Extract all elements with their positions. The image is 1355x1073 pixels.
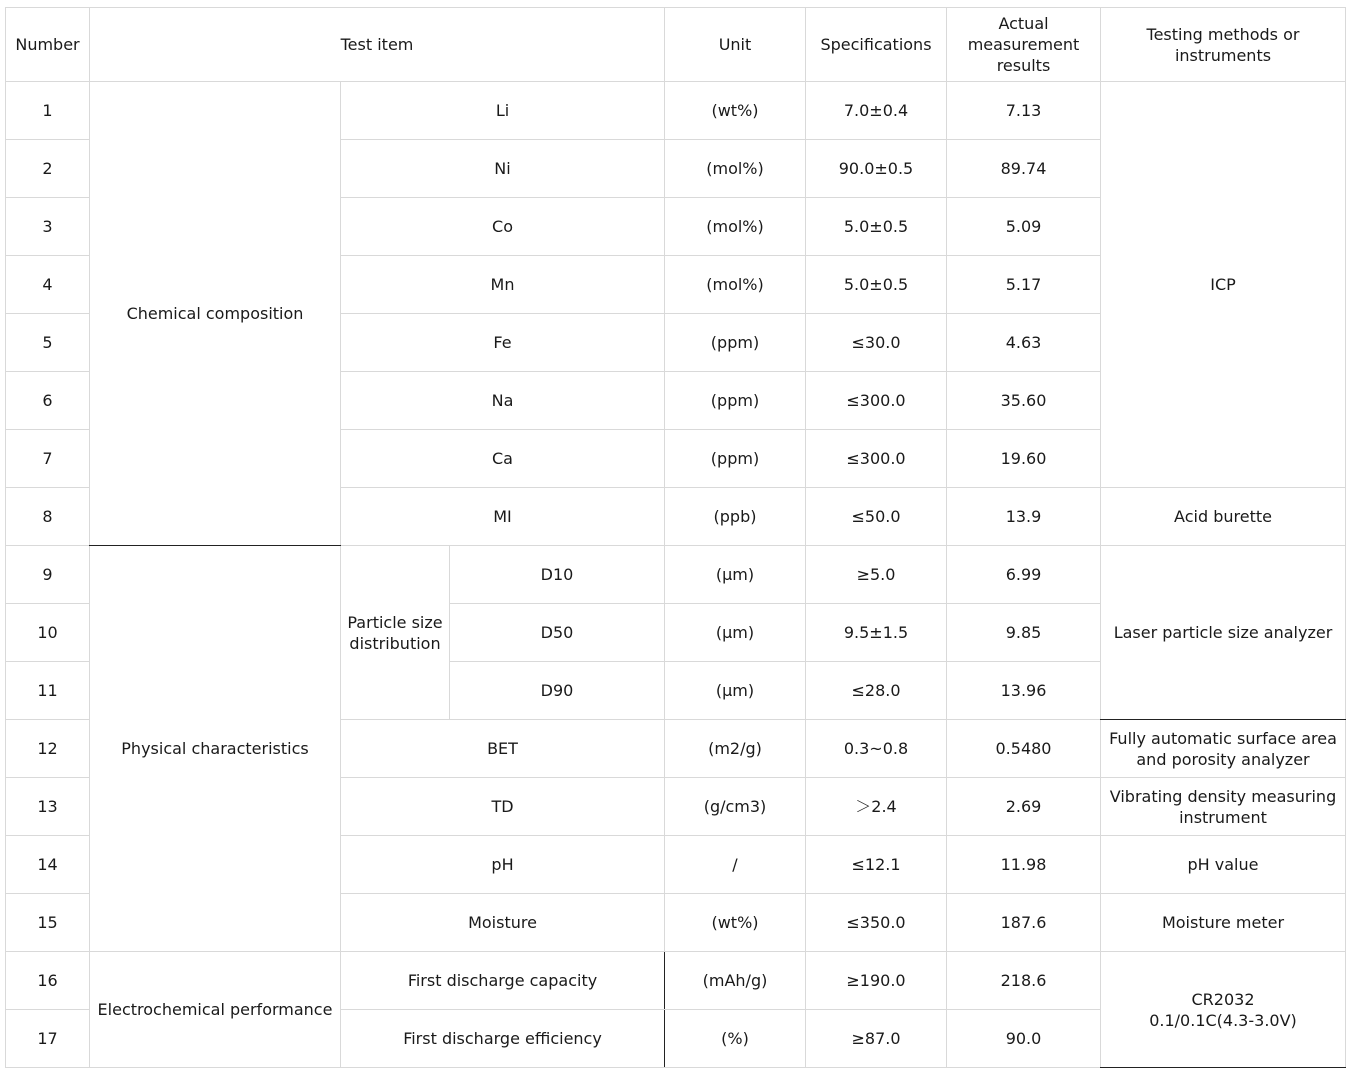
group-electrochemical-performance: Electrochemical performance — [90, 952, 341, 1068]
unit-cell: (ppm) — [665, 372, 806, 430]
test-item: Na — [341, 372, 665, 430]
spec-cell: ≤50.0 — [806, 488, 947, 546]
group-particle-size-distribution: Particle size distribution — [341, 546, 450, 720]
actual-cell: 2.69 — [947, 778, 1101, 836]
method-laser-particle-size: Laser particle size analyzer — [1101, 546, 1346, 720]
header-unit: Unit — [665, 8, 806, 82]
spec-cell: 90.0±0.5 — [806, 140, 947, 198]
spec-cell: ≤300.0 — [806, 372, 947, 430]
test-item: Ca — [341, 430, 665, 488]
test-report-table — [5, 7, 1346, 1068]
unit-cell: (g/cm3) — [665, 778, 806, 836]
test-item: Ni — [341, 140, 665, 198]
row-number: 17 — [6, 1010, 90, 1068]
unit-cell: (mAh/g) — [665, 952, 806, 1010]
spec-cell: ≤300.0 — [806, 430, 947, 488]
test-item: D50 — [450, 604, 665, 662]
actual-cell: 5.17 — [947, 256, 1101, 314]
spec-cell: ≥190.0 — [806, 952, 947, 1010]
row-number: 15 — [6, 894, 90, 952]
row-number: 10 — [6, 604, 90, 662]
test-item: pH — [341, 836, 665, 894]
test-item: First discharge capacity — [341, 952, 665, 1010]
test-item: TD — [341, 778, 665, 836]
spec-cell: ≤350.0 — [806, 894, 947, 952]
unit-cell: (wt%) — [665, 82, 806, 140]
row-number: 8 — [6, 488, 90, 546]
unit-cell: (μm) — [665, 604, 806, 662]
test-item: Mn — [341, 256, 665, 314]
unit-cell: (mol%) — [665, 140, 806, 198]
row-number: 14 — [6, 836, 90, 894]
method-vibrating-density: Vibrating density measuring instrument — [1101, 778, 1346, 836]
method-moisture-meter: Moisture meter — [1101, 894, 1346, 952]
row-number: 4 — [6, 256, 90, 314]
method-cr2032 — [1101, 952, 1346, 1068]
spec-cell: 0.3~0.8 — [806, 720, 947, 778]
spec-cell: 7.0±0.4 — [806, 82, 947, 140]
actual-cell: 0.5480 — [947, 720, 1101, 778]
header-testing-methods: Testing methods or instruments — [1101, 8, 1346, 82]
spec-cell: ≤28.0 — [806, 662, 947, 720]
row-number: 9 — [6, 546, 90, 604]
actual-cell: 4.63 — [947, 314, 1101, 372]
actual-cell: 11.98 — [947, 836, 1101, 894]
test-item: Moisture — [341, 894, 665, 952]
unit-cell: (μm) — [665, 662, 806, 720]
actual-cell: 13.9 — [947, 488, 1101, 546]
row-number: 2 — [6, 140, 90, 198]
unit-cell: (mol%) — [665, 198, 806, 256]
unit-cell: (%) — [665, 1010, 806, 1068]
method-bet-analyzer: Fully automatic surface area and porosity analyzer — [1101, 720, 1346, 778]
method-acid-burette: Acid burette — [1101, 488, 1346, 546]
row-number: 5 — [6, 314, 90, 372]
actual-cell: 89.74 — [947, 140, 1101, 198]
test-item: Li — [341, 82, 665, 140]
test-item: Co — [341, 198, 665, 256]
row-number: 3 — [6, 198, 90, 256]
test-item: D10 — [450, 546, 665, 604]
actual-cell: 19.60 — [947, 430, 1101, 488]
method-cr2032-line1: CR2032 — [1191, 989, 1255, 1009]
spec-cell: ≤30.0 — [806, 314, 947, 372]
test-item: BET — [341, 720, 665, 778]
spec-cell: 5.0±0.5 — [806, 198, 947, 256]
unit-cell: (m2/g) — [665, 720, 806, 778]
row-number: 16 — [6, 952, 90, 1010]
test-item: First discharge efficiency — [341, 1010, 665, 1068]
row-number: 12 — [6, 720, 90, 778]
actual-cell: 5.09 — [947, 198, 1101, 256]
row-number: 13 — [6, 778, 90, 836]
method-icp: ICP — [1101, 82, 1346, 488]
actual-cell: 6.99 — [947, 546, 1101, 604]
spec-cell: ≥5.0 — [806, 546, 947, 604]
header-specifications: Specifications — [806, 8, 947, 82]
unit-cell: (μm) — [665, 546, 806, 604]
group-physical-characteristics: Physical characteristics — [90, 546, 341, 952]
spec-cell: ≥87.0 — [806, 1010, 947, 1068]
unit-cell: (ppb) — [665, 488, 806, 546]
header-test-item: Test item — [90, 8, 665, 82]
table-row — [6, 82, 1346, 140]
actual-cell: 187.6 — [947, 894, 1101, 952]
spec-cell: ＞2.4 — [806, 778, 947, 836]
unit-cell: / — [665, 836, 806, 894]
spec-cell: ≤12.1 — [806, 836, 947, 894]
test-item: MI — [341, 488, 665, 546]
group-chemical-composition: Chemical composition — [90, 82, 341, 546]
unit-cell: (wt%) — [665, 894, 806, 952]
header-number: Number — [6, 8, 90, 82]
unit-cell: (ppm) — [665, 314, 806, 372]
row-number: 11 — [6, 662, 90, 720]
unit-cell: (mol%) — [665, 256, 806, 314]
spec-cell: 5.0±0.5 — [806, 256, 947, 314]
test-item: D90 — [450, 662, 665, 720]
actual-cell: 90.0 — [947, 1010, 1101, 1068]
header-actual-results: Actual measurement results — [947, 8, 1101, 82]
method-cr2032-line2: 0.1/0.1C(4.3-3.0V) — [1149, 1010, 1297, 1030]
unit-cell: (ppm) — [665, 430, 806, 488]
test-item: Fe — [341, 314, 665, 372]
header-row — [6, 8, 1346, 82]
actual-cell: 35.60 — [947, 372, 1101, 430]
actual-cell: 13.96 — [947, 662, 1101, 720]
row-number: 6 — [6, 372, 90, 430]
row-number: 7 — [6, 430, 90, 488]
actual-cell: 7.13 — [947, 82, 1101, 140]
row-number: 1 — [6, 82, 90, 140]
table-row — [6, 546, 1346, 604]
actual-cell: 9.85 — [947, 604, 1101, 662]
actual-cell: 218.6 — [947, 952, 1101, 1010]
method-ph-value: pH value — [1101, 836, 1346, 894]
spec-cell: 9.5±1.5 — [806, 604, 947, 662]
table-row — [6, 952, 1346, 1010]
